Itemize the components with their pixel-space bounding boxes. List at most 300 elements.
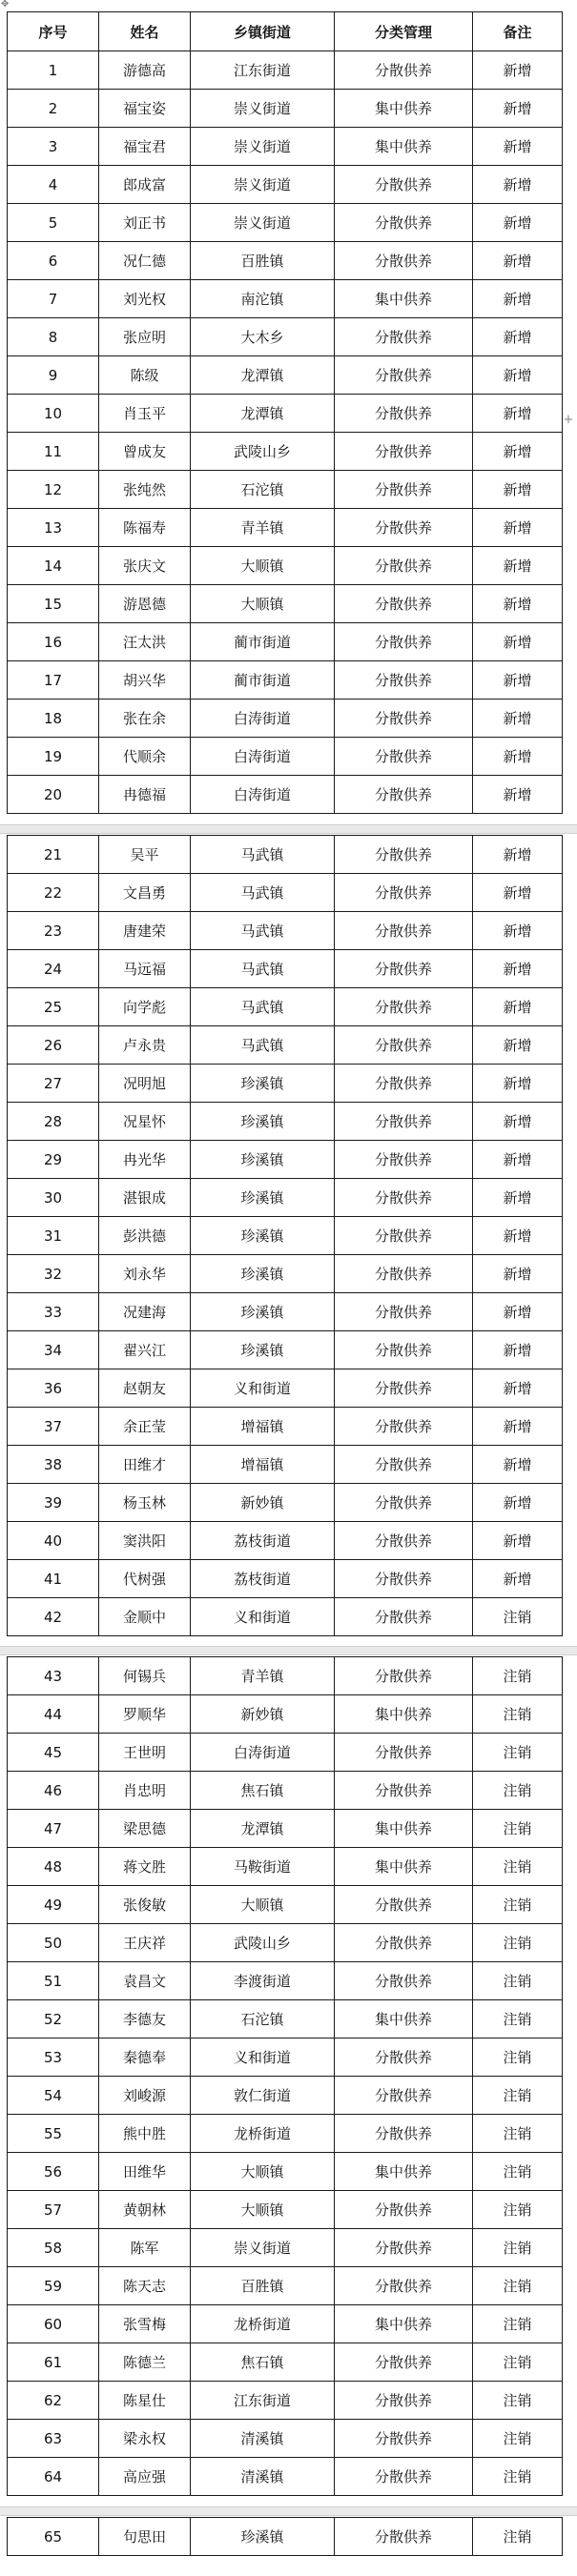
cell-town: 马武镇 <box>191 836 335 874</box>
table-row <box>8 1369 563 1408</box>
table-row <box>8 242 563 280</box>
cell-name: 彭洪德 <box>99 1217 191 1255</box>
cell-name: 肖忠明 <box>99 1772 191 1810</box>
cell-town: 珍溪镇 <box>191 1331 335 1369</box>
header-note: 备注 <box>473 12 563 51</box>
cell-category: 分散供养 <box>335 2115 473 2153</box>
cell-category: 集中供养 <box>335 2153 473 2191</box>
cell-no: 58 <box>8 2229 99 2267</box>
cell-town: 新妙镇 <box>191 1484 335 1522</box>
cell-no: 40 <box>8 1522 99 1560</box>
table-row <box>8 738 563 776</box>
cell-category: 分散供养 <box>335 912 473 950</box>
move-handle-icon[interactable]: ✥ <box>1 0 10 10</box>
table-row <box>8 509 563 547</box>
cell-town: 增福镇 <box>191 1408 335 1446</box>
cell-no: 14 <box>8 547 99 585</box>
cell-name: 肖玉平 <box>99 395 191 433</box>
cell-name: 罗顺华 <box>99 1695 191 1734</box>
cell-note: 注销 <box>473 1598 563 1636</box>
cell-category: 分散供养 <box>335 1255 473 1293</box>
cell-note: 新增 <box>473 661 563 700</box>
cell-name: 游恩德 <box>99 585 191 623</box>
cell-category: 分散供养 <box>335 1560 473 1598</box>
table-row <box>8 2267 563 2305</box>
table-row <box>8 988 563 1026</box>
cell-name: 陈福寿 <box>99 509 191 547</box>
cell-town: 崇义街道 <box>191 2229 335 2267</box>
cell-name: 况明旭 <box>99 1065 191 1103</box>
cell-category: 分散供养 <box>335 166 473 204</box>
cell-no: 11 <box>8 433 99 471</box>
cell-town: 龙潭镇 <box>191 395 335 433</box>
cell-no: 60 <box>8 2305 99 2343</box>
cell-note: 注销 <box>473 1810 563 1848</box>
cell-name: 马远福 <box>99 950 191 988</box>
table-row <box>8 318 563 356</box>
cell-name: 代顺余 <box>99 738 191 776</box>
cell-name: 秦德奉 <box>99 2038 191 2077</box>
table-row <box>8 166 563 204</box>
cell-no: 52 <box>8 2000 99 2038</box>
table-row <box>8 661 563 700</box>
cell-no: 16 <box>8 623 99 661</box>
table-row <box>8 128 563 166</box>
cell-name: 黄朝林 <box>99 2191 191 2229</box>
header-town: 乡镇街道 <box>191 12 335 51</box>
cell-category: 分散供养 <box>335 585 473 623</box>
cell-name: 游德高 <box>99 51 191 90</box>
cell-category: 集中供养 <box>335 1810 473 1848</box>
cell-name: 田维才 <box>99 1446 191 1484</box>
table-body <box>8 2518 563 2556</box>
cell-category: 分散供养 <box>335 547 473 585</box>
cell-name: 梁永权 <box>99 2420 191 2458</box>
cell-note: 新增 <box>473 280 563 318</box>
cell-no: 45 <box>8 1734 99 1772</box>
table-row <box>8 1103 563 1141</box>
cell-town: 清溪镇 <box>191 2420 335 2458</box>
cell-note: 新增 <box>473 1293 563 1331</box>
table-body <box>8 836 563 1636</box>
cell-town: 白涛街道 <box>191 776 335 814</box>
table-row <box>8 700 563 738</box>
cell-no: 48 <box>8 1848 99 1886</box>
cell-town: 李渡街道 <box>191 1962 335 2000</box>
table-row <box>8 1560 563 1598</box>
cell-category: 分散供养 <box>335 623 473 661</box>
cell-town: 珍溪镇 <box>191 1293 335 1331</box>
cell-name: 冉德福 <box>99 776 191 814</box>
cell-no: 19 <box>8 738 99 776</box>
cell-name: 张在余 <box>99 700 191 738</box>
cell-town: 荔枝街道 <box>191 1560 335 1598</box>
cell-name: 胡兴华 <box>99 661 191 700</box>
cell-no: 5 <box>8 204 99 242</box>
cell-town: 珍溪镇 <box>191 1065 335 1103</box>
cell-note: 新增 <box>473 1369 563 1408</box>
cell-category: 分散供养 <box>335 1657 473 1695</box>
cell-town: 义和街道 <box>191 2038 335 2077</box>
table-row <box>8 2458 563 2496</box>
cell-category: 分散供养 <box>335 1369 473 1408</box>
cell-no: 29 <box>8 1141 99 1179</box>
cell-name: 刘永华 <box>99 1255 191 1293</box>
cell-name: 唐建荣 <box>99 912 191 950</box>
cell-note: 新增 <box>473 51 563 90</box>
cell-note: 新增 <box>473 204 563 242</box>
cell-name: 梁思德 <box>99 1810 191 1848</box>
cell-town: 大顺镇 <box>191 1886 335 1924</box>
cell-name: 湛银成 <box>99 1179 191 1217</box>
table-row <box>8 1734 563 1772</box>
cell-town: 武陵山乡 <box>191 1924 335 1962</box>
cell-note: 注销 <box>473 2343 563 2382</box>
cell-note: 新增 <box>473 950 563 988</box>
cell-category: 分散供养 <box>335 2077 473 2115</box>
cell-name: 代树强 <box>99 1560 191 1598</box>
cell-name: 句思田 <box>99 2518 191 2556</box>
cell-no: 62 <box>8 2382 99 2420</box>
cell-name: 刘正书 <box>99 204 191 242</box>
cell-note: 注销 <box>473 1962 563 2000</box>
cell-no: 4 <box>8 166 99 204</box>
cell-no: 7 <box>8 280 99 318</box>
cell-note: 新增 <box>473 912 563 950</box>
table-row <box>8 1408 563 1446</box>
table-row <box>8 1522 563 1560</box>
table-row <box>8 2420 563 2458</box>
table-row <box>8 1179 563 1217</box>
cell-category: 分散供养 <box>335 950 473 988</box>
cell-no: 24 <box>8 950 99 988</box>
cell-no: 54 <box>8 2077 99 2115</box>
cell-note: 注销 <box>473 2518 563 2556</box>
cell-no: 10 <box>8 395 99 433</box>
cell-note: 新增 <box>473 988 563 1026</box>
table-row <box>8 585 563 623</box>
cell-category: 分散供养 <box>335 242 473 280</box>
cell-category: 分散供养 <box>335 51 473 90</box>
cell-town: 珍溪镇 <box>191 1141 335 1179</box>
cell-category: 集中供养 <box>335 1695 473 1734</box>
cell-note: 新增 <box>473 1522 563 1560</box>
table-row <box>8 2153 563 2191</box>
cell-town: 龙潭镇 <box>191 1810 335 1848</box>
cell-name: 郎成富 <box>99 166 191 204</box>
cell-note: 新增 <box>473 1331 563 1369</box>
cell-name: 赵朝友 <box>99 1369 191 1408</box>
cell-note: 新增 <box>473 1408 563 1446</box>
cell-no: 26 <box>8 1026 99 1065</box>
cell-town: 珍溪镇 <box>191 1217 335 1255</box>
cell-category: 分散供养 <box>335 2518 473 2556</box>
table-row <box>8 356 563 395</box>
cell-name: 张纯然 <box>99 471 191 509</box>
roster-table-part-1 <box>7 11 563 814</box>
cell-no: 38 <box>8 1446 99 1484</box>
table-row <box>8 1772 563 1810</box>
cell-town: 马武镇 <box>191 1026 335 1065</box>
cell-category: 分散供养 <box>335 1598 473 1636</box>
cell-name: 卢永贵 <box>99 1026 191 1065</box>
cell-town: 崇义街道 <box>191 90 335 128</box>
cell-town: 石沱镇 <box>191 471 335 509</box>
cell-category: 分散供养 <box>335 2038 473 2077</box>
cell-town: 新妙镇 <box>191 1695 335 1734</box>
cell-no: 41 <box>8 1560 99 1598</box>
cell-name: 杨玉林 <box>99 1484 191 1522</box>
cell-name: 况仁德 <box>99 242 191 280</box>
cell-category: 分散供养 <box>335 776 473 814</box>
cell-no: 61 <box>8 2343 99 2382</box>
cell-no: 64 <box>8 2458 99 2496</box>
cell-category: 集中供养 <box>335 128 473 166</box>
cell-town: 崇义街道 <box>191 204 335 242</box>
cell-town: 敦仁街道 <box>191 2077 335 2115</box>
cell-no: 56 <box>8 2153 99 2191</box>
header-name: 姓名 <box>99 12 191 51</box>
table-row <box>8 2191 563 2229</box>
cell-category: 分散供养 <box>335 1772 473 1810</box>
table-row <box>8 204 563 242</box>
cell-note: 新增 <box>473 874 563 912</box>
cell-note: 注销 <box>473 1924 563 1962</box>
cell-category: 分散供养 <box>335 1065 473 1103</box>
page-break <box>0 824 577 834</box>
cell-note: 新增 <box>473 395 563 433</box>
table-row <box>8 1141 563 1179</box>
cell-category: 集中供养 <box>335 2305 473 2343</box>
cell-town: 马鞍街道 <box>191 1848 335 1886</box>
cell-category: 分散供养 <box>335 1141 473 1179</box>
cell-name: 陈天志 <box>99 2267 191 2305</box>
table-row <box>8 395 563 433</box>
table-row <box>8 2077 563 2115</box>
cell-category: 分散供养 <box>335 395 473 433</box>
cell-name: 翟兴江 <box>99 1331 191 1369</box>
table-row <box>8 1598 563 1636</box>
table-row <box>8 1026 563 1065</box>
cell-no: 8 <box>8 318 99 356</box>
cell-category: 分散供养 <box>335 2267 473 2305</box>
cell-note: 新增 <box>473 471 563 509</box>
cell-no: 18 <box>8 700 99 738</box>
table-row <box>8 2229 563 2267</box>
cell-no: 36 <box>8 1369 99 1408</box>
table-row <box>8 1484 563 1522</box>
table-row <box>8 2343 563 2382</box>
cell-category: 分散供养 <box>335 1734 473 1772</box>
cell-name: 陈德兰 <box>99 2343 191 2382</box>
table-row <box>8 1331 563 1369</box>
cell-note: 注销 <box>473 2000 563 2038</box>
cell-note: 新增 <box>473 318 563 356</box>
cell-category: 分散供养 <box>335 661 473 700</box>
table-row <box>8 2305 563 2343</box>
table-row <box>8 776 563 814</box>
table-row <box>8 2000 563 2038</box>
table-row <box>8 623 563 661</box>
cell-category: 分散供养 <box>335 874 473 912</box>
cell-town: 马武镇 <box>191 912 335 950</box>
cell-note: 注销 <box>473 2267 563 2305</box>
cell-name: 陈军 <box>99 2229 191 2267</box>
page-break <box>0 2506 577 2516</box>
cell-category: 分散供养 <box>335 509 473 547</box>
cell-category: 分散供养 <box>335 1217 473 1255</box>
cell-town: 马武镇 <box>191 950 335 988</box>
cell-name: 金顺中 <box>99 1598 191 1636</box>
cell-town: 崇义街道 <box>191 128 335 166</box>
cell-no: 3 <box>8 128 99 166</box>
cell-no: 59 <box>8 2267 99 2305</box>
cell-town: 青羊镇 <box>191 1657 335 1695</box>
table-row <box>8 1446 563 1484</box>
cell-category: 集中供养 <box>335 2000 473 2038</box>
cell-category: 分散供养 <box>335 1103 473 1141</box>
cell-note: 新增 <box>473 836 563 874</box>
table-row <box>8 874 563 912</box>
cell-name: 向学彪 <box>99 988 191 1026</box>
table-row <box>8 1217 563 1255</box>
table-row <box>8 1962 563 2000</box>
cell-note: 新增 <box>473 509 563 547</box>
cell-note: 注销 <box>473 2420 563 2458</box>
cell-name: 王庆祥 <box>99 1924 191 1962</box>
cell-category: 集中供养 <box>335 90 473 128</box>
table-row <box>8 471 563 509</box>
table-row <box>8 1924 563 1962</box>
cell-note: 新增 <box>473 1446 563 1484</box>
cell-no: 15 <box>8 585 99 623</box>
cell-town: 白涛街道 <box>191 738 335 776</box>
cell-town: 大顺镇 <box>191 547 335 585</box>
cell-note: 新增 <box>473 1179 563 1217</box>
cell-category: 分散供养 <box>335 1484 473 1522</box>
cell-no: 49 <box>8 1886 99 1924</box>
table-row <box>8 1255 563 1293</box>
cell-name: 况星怀 <box>99 1103 191 1141</box>
table-row <box>8 2382 563 2420</box>
header-category: 分类管理 <box>335 12 473 51</box>
cell-note: 注销 <box>473 2077 563 2115</box>
cell-category: 分散供养 <box>335 836 473 874</box>
cell-no: 23 <box>8 912 99 950</box>
cell-no: 31 <box>8 1217 99 1255</box>
table-row <box>8 1293 563 1331</box>
cell-no: 55 <box>8 2115 99 2153</box>
roster-table-part-3 <box>7 1656 563 2496</box>
table-row <box>8 1657 563 1695</box>
cell-note: 新增 <box>473 1560 563 1598</box>
cell-note: 新增 <box>473 166 563 204</box>
header-no: 序号 <box>8 12 99 51</box>
cell-no: 2 <box>8 90 99 128</box>
cell-no: 43 <box>8 1657 99 1695</box>
cell-name: 张俊敏 <box>99 1886 191 1924</box>
cell-note: 新增 <box>473 356 563 395</box>
cell-town: 大顺镇 <box>191 585 335 623</box>
cell-note: 新增 <box>473 1484 563 1522</box>
cell-note: 注销 <box>473 2382 563 2420</box>
cell-category: 分散供养 <box>335 1179 473 1217</box>
cell-name: 陈星仕 <box>99 2382 191 2420</box>
cell-town: 南沱镇 <box>191 280 335 318</box>
cell-name: 刘光权 <box>99 280 191 318</box>
cell-name: 高应强 <box>99 2458 191 2496</box>
cell-category: 分散供养 <box>335 1408 473 1446</box>
cell-no: 46 <box>8 1772 99 1810</box>
cell-category: 分散供养 <box>335 471 473 509</box>
cell-no: 21 <box>8 836 99 874</box>
table-row <box>8 1810 563 1848</box>
cell-no: 34 <box>8 1331 99 1369</box>
cell-town: 大顺镇 <box>191 2153 335 2191</box>
cell-name: 余正莹 <box>99 1408 191 1446</box>
cell-name: 汪太洪 <box>99 623 191 661</box>
cell-town: 白涛街道 <box>191 700 335 738</box>
cell-category: 分散供养 <box>335 318 473 356</box>
cell-town: 珍溪镇 <box>191 1103 335 1141</box>
cell-category: 分散供养 <box>335 1026 473 1065</box>
cell-no: 13 <box>8 509 99 547</box>
cell-category: 分散供养 <box>335 1924 473 1962</box>
cell-note: 注销 <box>473 2191 563 2229</box>
cell-no: 47 <box>8 1810 99 1848</box>
cell-note: 注销 <box>473 1734 563 1772</box>
cell-town: 珍溪镇 <box>191 1255 335 1293</box>
cell-name: 窦洪阳 <box>99 1522 191 1560</box>
table-row <box>8 2518 563 2556</box>
cell-note: 注销 <box>473 2038 563 2077</box>
cell-town: 龙桥街道 <box>191 2115 335 2153</box>
cell-category: 分散供养 <box>335 1446 473 1484</box>
cell-category: 分散供养 <box>335 2458 473 2496</box>
roster-table-part-4 <box>7 2517 563 2556</box>
cell-town: 江东街道 <box>191 2382 335 2420</box>
cell-category: 分散供养 <box>335 2420 473 2458</box>
table-row <box>8 1848 563 1886</box>
cell-no: 9 <box>8 356 99 395</box>
cell-note: 新增 <box>473 1217 563 1255</box>
cell-note: 注销 <box>473 2115 563 2153</box>
cell-no: 44 <box>8 1695 99 1734</box>
cell-no: 28 <box>8 1103 99 1141</box>
cell-no: 42 <box>8 1598 99 1636</box>
cell-note: 注销 <box>473 1848 563 1886</box>
table-row <box>8 433 563 471</box>
cell-note: 新增 <box>473 128 563 166</box>
cell-name: 况建海 <box>99 1293 191 1331</box>
cell-town: 焦石镇 <box>191 1772 335 1810</box>
cell-no: 17 <box>8 661 99 700</box>
cell-no: 27 <box>8 1065 99 1103</box>
cell-no: 65 <box>8 2518 99 2556</box>
cell-town: 珍溪镇 <box>191 2518 335 2556</box>
cell-no: 39 <box>8 1484 99 1522</box>
cell-name: 陈级 <box>99 356 191 395</box>
cell-note: 新增 <box>473 776 563 814</box>
cell-no: 12 <box>8 471 99 509</box>
cell-no: 25 <box>8 988 99 1026</box>
cell-note: 新增 <box>473 90 563 128</box>
cell-note: 注销 <box>473 1772 563 1810</box>
cell-note: 注销 <box>473 1657 563 1695</box>
cell-category: 分散供养 <box>335 1331 473 1369</box>
cell-name: 王世明 <box>99 1734 191 1772</box>
plus-cursor-icon: + <box>563 413 574 427</box>
